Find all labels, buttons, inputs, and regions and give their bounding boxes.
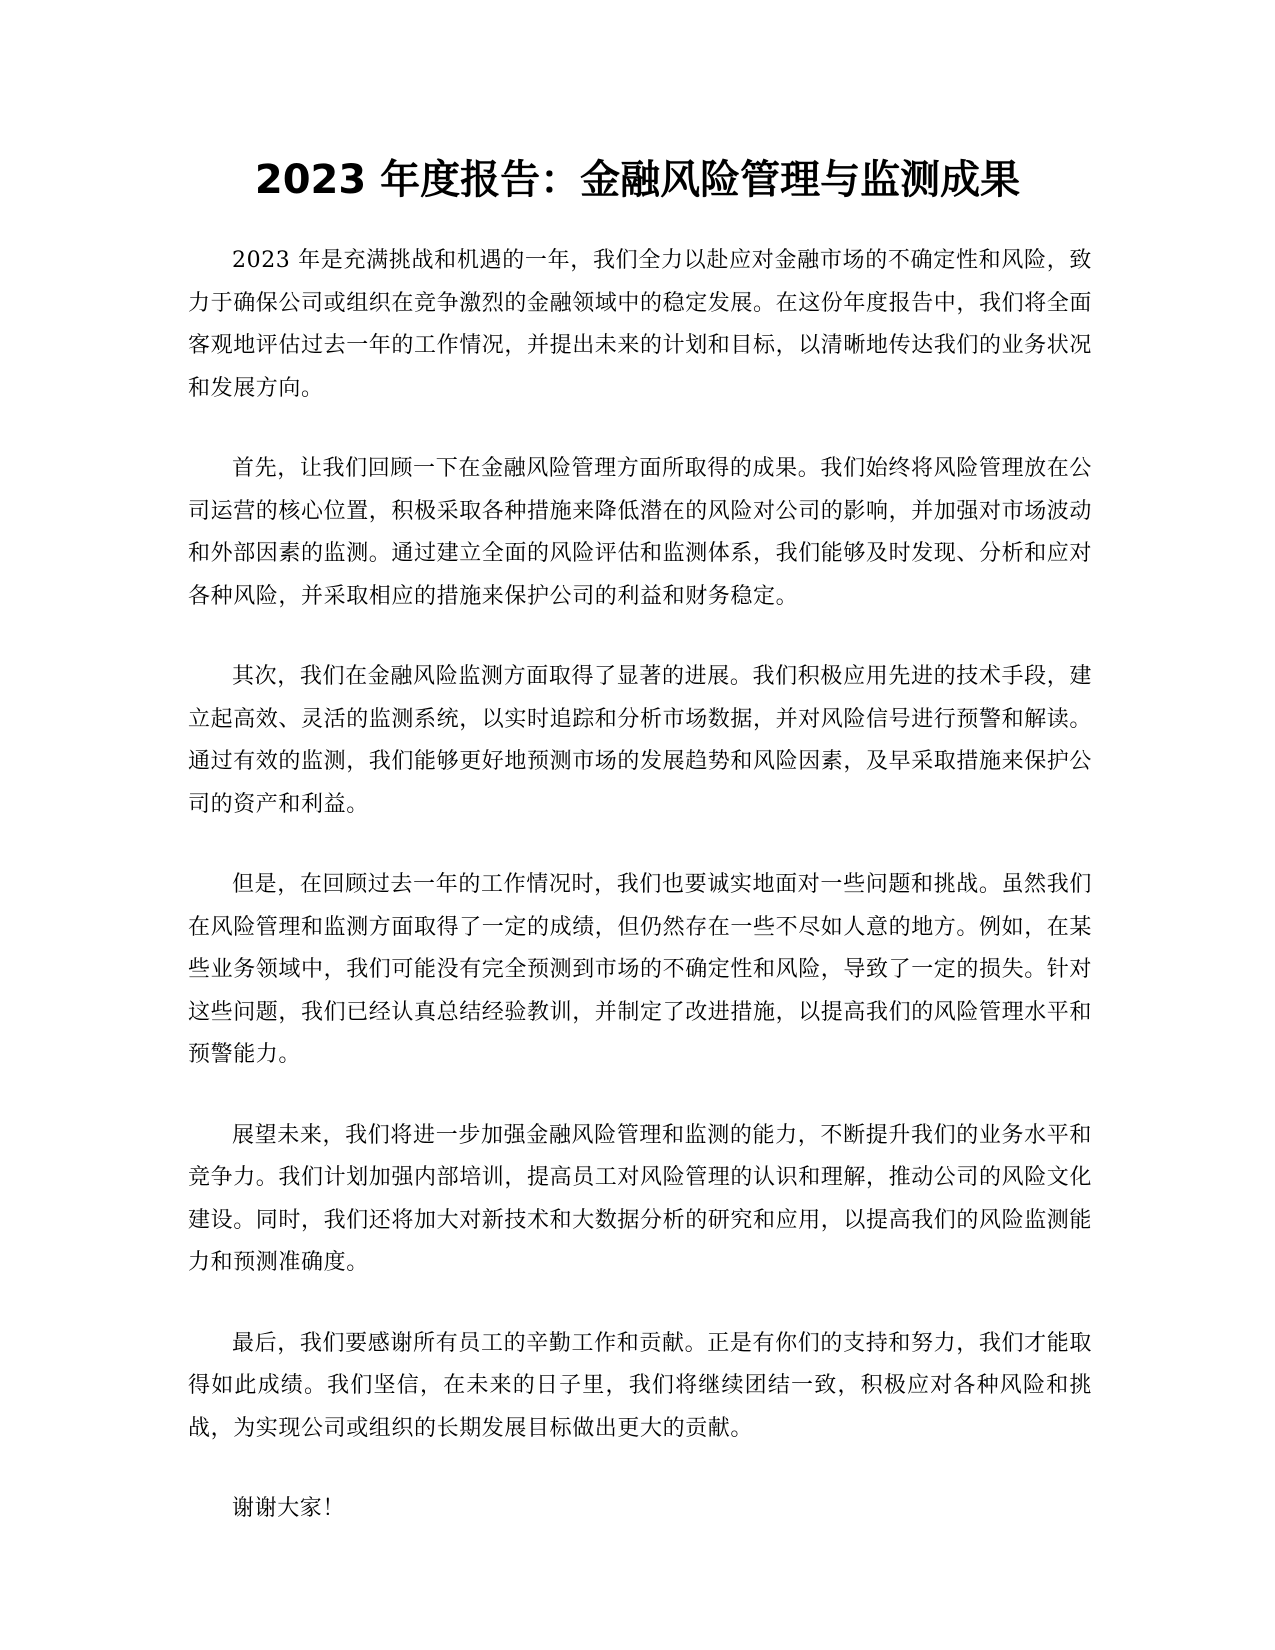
document-body xyxy=(188,240,1092,1569)
paragraph-closing: 谢谢大家！ xyxy=(232,1496,346,1521)
paragraph-challenges: 但是，在回顾过去一年的工作情况时，我们也要诚实地面对一些问题和挑战。虽然我们在风险管理和监测方面取得了一定的成绩，但仍然存在一些不尽如人意的地方。例如，在某些业务领域中，我们可能没有完全预测到市场的不确定性和风险，导致了一定的损失。针对这些问题，我们已经认真总结经验教训，并制定了改进措施，以提高我们的风险管理水平和预警能力。 xyxy=(188,872,1093,1067)
paragraph-risk-management: 首先，让我们回顾一下在金融风险管理方面所取得的成果。我们始终将风险管理放在公司运营的核心位置，积极采取各种措施来降低潜在的风险对公司的影响，并加强对市场波动和外部因素的监测。通过建立全面的风险评估和监测体系，我们能够及时发现、分析和应对各种风险，并采取相应的措施来保护公司的利益和财务稳定。 xyxy=(188,456,1093,609)
document-title: 2023 年度报告：金融风险管理与监测成果 xyxy=(254,157,1021,203)
paragraph-intro: 2023 年是充满挑战和机遇的一年，我们全力以赴应对金融市场的不确定性和风险，致力于确保公司或组织在竞争激烈的金融领域中的稳定发展。在这份年度报告中，我们将全面客观地评估过去一年的工作情况，并提出未来的计划和目标，以清晰地传达我们的业务状况和发展方向。 xyxy=(188,248,1093,401)
paragraph-outlook: 展望未来，我们将进一步加强金融风险管理和监测的能力，不断提升我们的业务水平和竞争力。我们计划加强内部培训，提高员工对风险管理的认识和理解，推动公司的风险文化建设。同时，我们还将加大对新技术和大数据分析的研究和应用，以提高我们的风险监测能力和预测准确度。 xyxy=(188,1122,1093,1275)
paragraph-risk-monitoring: 其次，我们在金融风险监测方面取得了显著的进展。我们积极应用先进的技术手段，建立起高效、灵活的监测系统，以实时追踪和分析市场数据，并对风险信号进行预警和解读。通过有效的监测，我们能够更好地预测市场的发展趋势和风险因素，及早采取措施来保护公司的资产和利益。 xyxy=(188,664,1093,817)
paragraph-thanks: 最后，我们要感谢所有员工的辛勤工作和贡献。正是有你们的支持和努力，我们才能取得如此成绩。我们坚信，在未来的日子里，我们将继续团结一致，积极应对各种风险和挑战，为实现公司或组织的长期发展目标做出更大的贡献。 xyxy=(188,1330,1092,1441)
